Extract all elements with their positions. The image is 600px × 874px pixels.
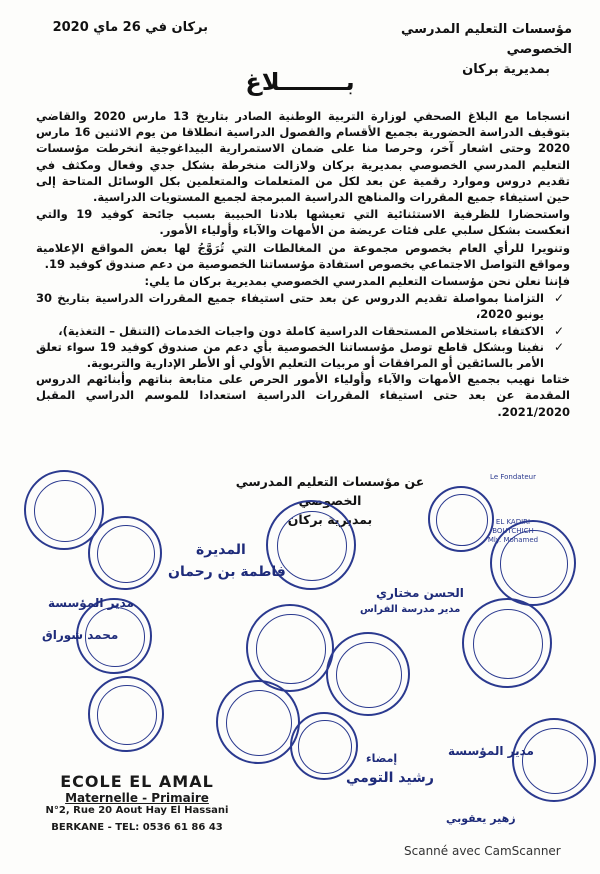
checkmark-icon: ✓ [553,323,564,338]
paragraph-intro: فإننا نعلن نحن مؤسسات التعليم المدرسي الخصوصي بمديرية بركان ما يلي: [144,274,570,289]
declaration-list [36,290,570,371]
paragraph-2: واستحضارا للظرفية الاستثنائية التي تعيشها بلادنا الحبيبة بسبب جائحة كوفيد 19 والتي انعكست بشكل سلبي على فئات عريضة من الأمهات والآباء وأولياء الأمور. [36,207,571,238]
declaration-item: ✓ الاكتفاء باستخلاص المستحقات الدراسية كاملة دون واجبات الخدمات (التنقل – التغذية)، [58,323,564,338]
handwritten-director-name: فاطمة بن رحمان [168,564,286,580]
scanner-watermark: Scanné avec CamScanner [404,844,561,858]
founder-stamp: Le Fondateur EL KADIRI BOUTCHICH Mly. Mohamed [487,473,539,544]
school-type: Maternelle - Primaire [65,791,209,805]
closing-paragraph: ختاما نهيب بجميع الأمهات والآباء وأولياء الأمور الحرص على متابعة بناتهم وأبنائهم الدروس المقدمة عن بعد حتى استيفاء المقررات الدراسية استعدادا للموسم الدراسي المقبل 2021/2020. [36,372,570,419]
handwritten-manager2: مدير المؤسسة [448,744,534,758]
header-org-line1: مؤسسات التعليم المدرسي الخصوصي [401,22,572,57]
stamp-icon [88,676,164,752]
checkmark-icon: ✓ [553,291,564,306]
paragraph-1: انسجاما مع البلاغ الصحفي لوزارة التربية الوطنية الصادر بتاريخ 13 مارس 2020 والقاضي بتوقيف الدراسة الحضورية بجميع الأقسام والفصول الدراسية انطلاقا من يوم الاثنين 16 مارس 2020 وحتى اشعار آخر، وحرصا منا على ضمان الاستمرارية البيداغوجية انخرطت مؤسسات التعليم المدرسي الخصوصي بمديرية بركان ولازالت منخرطة بشكل جدي وفعال ومكثف في تقديم دروس وموارد رقمية عن بعد لكل من المتعلمات والمتعلمين بكل الوسائل المتاحة إلى حين استيفاء جميع المقررات والمناهج الدراسية المبرمجة لجميع المستويات الدراسية. [36,109,570,205]
paragraph-3: وتنويرا للرأي العام بخصوص مجموعة من المغالطات التي تُرَوَّجُ لها بعض المواقع الإعلامية ومواقع التواصل الاجتماعي بخصوص استفادة مؤسساتنا الخصوصية من دعم صندوق كوفيد 19. [36,240,570,271]
school-name: ECOLE EL AMAL [60,772,214,791]
header-date: بركان في 26 ماي 2020 [52,20,208,35]
declaration-item: ✓ نفينا وبشكل قاطع توصل مؤسساتنا الخصوصية بأي دعم من صندوق كوفيد 19 سواء تعلق الأمر بالسائقين أو المرافقات أو مربيات التعليم الأولي أو الأطر الإدارية والتربوية. [36,339,564,371]
signature-line2: بمديرية بركان [287,512,373,527]
school-stamp [22,772,252,833]
document-title: بــــــــلاغ [245,68,355,96]
handwritten-hassan-role: مدير مدرسة الفراس [360,604,461,615]
school-address: N°2, Rue 20 Aout Hay El Hassani [45,805,229,816]
handwritten-signed: إمضاء [366,752,398,765]
stamp-icon [216,680,300,764]
handwritten-hassan: الحسن مختاري [376,586,464,600]
stamp-icon [88,516,162,590]
stamp-icon [512,718,596,802]
stamp-icon [462,598,552,688]
handwritten-manager: مدير المؤسسة [48,596,134,610]
header-org-line2: بمديرية بركان [462,62,550,77]
school-phone: BERKANE - TEL: 0536 61 86 43 [51,822,223,833]
handwritten-director: المديرة [196,542,246,558]
stamp-icon [326,632,410,716]
stamp-icon [246,604,334,692]
document-body [36,108,570,421]
handwritten-rachid: رشيد التومي [346,770,434,786]
handwritten-zouhair: زهير يعقوبي [446,812,516,825]
signature-line1: عن مؤسسات التعليم المدرسي الخصوصي [235,474,425,508]
handwritten-manager-name: محمد شوراق [42,628,119,642]
checkmark-icon: ✓ [553,339,564,354]
declaration-item: ✓ التزامنا بمواصلة تقديم الدروس عن بعد حتى استيفاء جميع المقررات الدراسية بتاريخ 30 يونيو 2020، [36,291,564,322]
